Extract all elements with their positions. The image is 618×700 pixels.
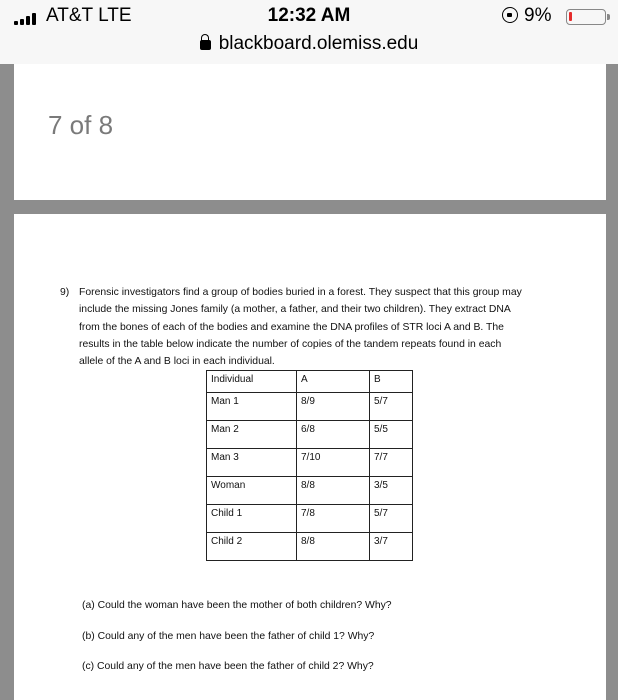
sub-question-b: (b) Could any of the men have been the father of child 1? Why? [82,631,375,642]
document-viewer[interactable] [0,64,618,700]
url-display[interactable] [0,33,618,55]
cell-locus-b: 3/5 [370,477,413,505]
header-locus-a: A [297,371,370,393]
previous-page [14,64,606,200]
url-text: blackboard.olemiss.edu [218,33,419,54]
rotation-lock-icon [502,7,518,23]
battery-icon [566,9,606,25]
str-loci-table [206,370,413,561]
status-bar [0,0,618,32]
cell-locus-b: 7/7 [370,449,413,477]
cell-individual: Child 2 [207,533,297,561]
clock: 12:32 AM [267,5,351,26]
cell-locus-b: 5/5 [370,421,413,449]
question-line: include the missing Jones family (a mother, a father, and their two children). They extract DNA [79,304,511,316]
header-locus-b: B [370,371,413,393]
cell-locus-b: 5/7 [370,505,413,533]
sub-question-c: (c) Could any of the men have been the father of child 2? Why? [82,661,374,672]
table-row [207,533,413,561]
header-individual: Individual [207,371,297,393]
question-line: results in the table below indicate the number of copies of the tandem repeats found in each [79,338,502,350]
cell-individual: Man 2 [207,421,297,449]
page-counter: 7 of 8 [48,110,114,140]
table-row [207,505,413,533]
cell-individual: Woman [207,477,297,505]
question-line: allele of the A and B loci in each individual. [79,356,275,368]
battery-level [569,12,572,21]
question-line: Forensic investigators find a group of bodies buried in a forest. They suspect that this group may [79,287,522,298]
cell-individual: Man 1 [207,393,297,421]
table-row [207,449,413,477]
cell-locus-b: 5/7 [370,393,413,421]
cell-locus-b: 3/7 [370,533,413,561]
cell-locus-a: 8/8 [297,533,370,561]
carrier-label: AT&T LTE [46,5,132,26]
cell-locus-a: 8/8 [297,477,370,505]
document-page [14,214,606,700]
table-row [207,477,413,505]
question-line: from the bones of each of the bodies and examine the DNA profiles of STR loci A and B. The [79,321,504,333]
battery-percent: 9% [524,5,552,26]
cell-individual: Man 3 [207,449,297,477]
padlock-icon [200,40,211,50]
cell-locus-a: 7/10 [297,449,370,477]
question-text [60,284,559,370]
battery-tip [607,14,610,20]
sub-question-a: (a) Could the woman have been the mother of both children? Why? [82,600,392,611]
table-row [207,421,413,449]
question-number: 9) [60,287,70,298]
cell-locus-a: 7/8 [297,505,370,533]
cell-individual: Child 1 [207,505,297,533]
cell-locus-a: 8/9 [297,393,370,421]
table-header-row [207,371,413,393]
cell-locus-a: 6/8 [297,421,370,449]
address-bar[interactable] [0,32,618,64]
table-row [207,393,413,421]
